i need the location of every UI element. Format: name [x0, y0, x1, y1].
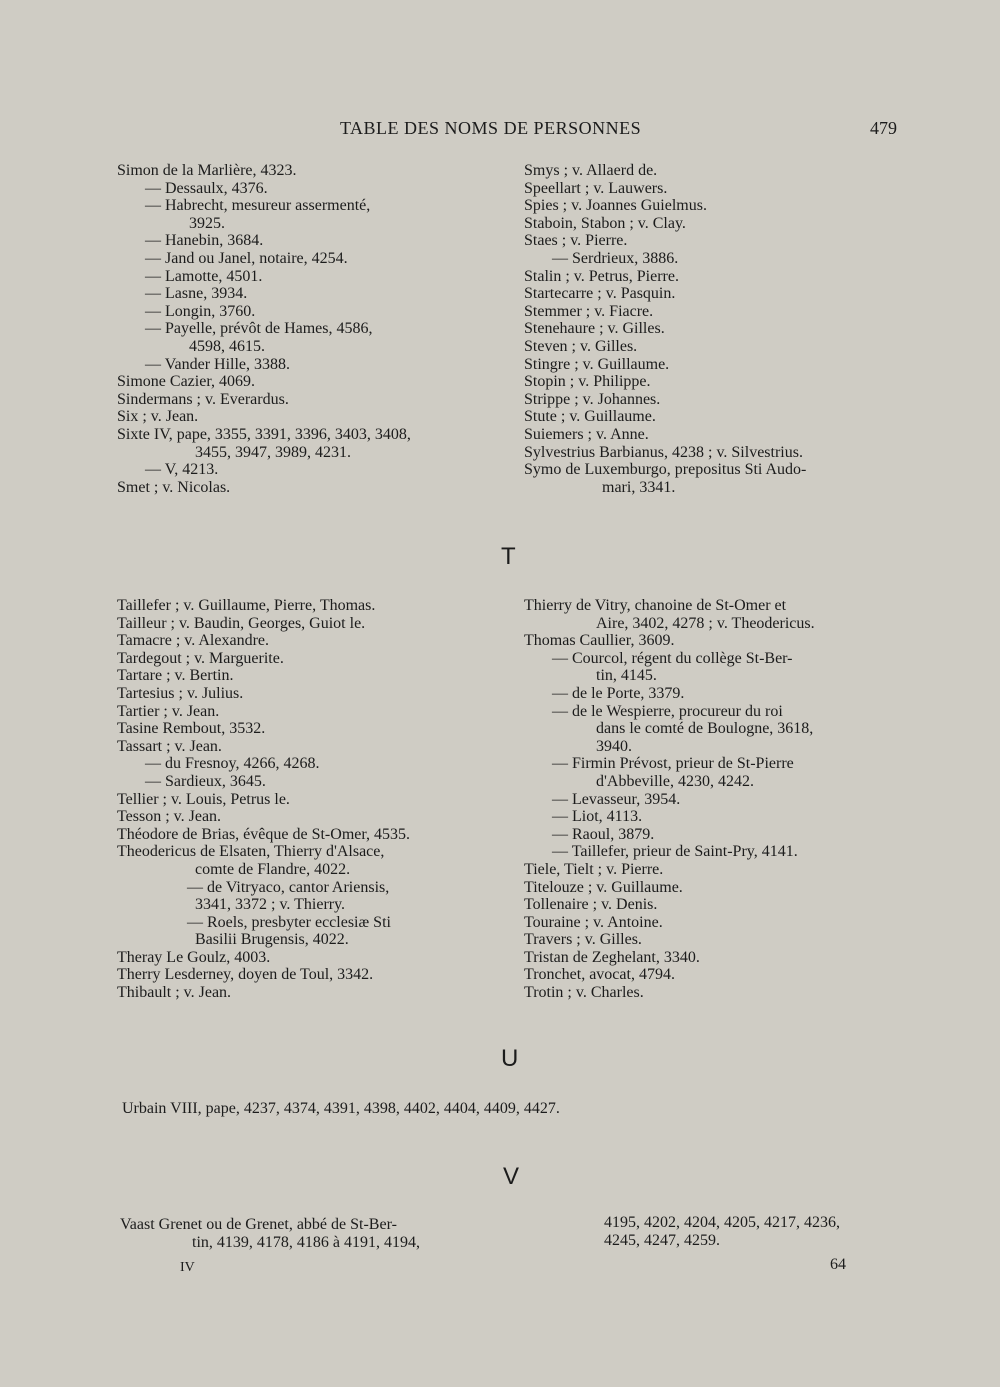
index-line: Tardegout ; v. Marguerite. [117, 649, 284, 667]
index-line: — Longin, 3760. [145, 302, 256, 320]
index-line: Theodericus de Elsaten, Thierry d'Alsace, [117, 843, 385, 861]
index-line: 3341, 3372 ; v. Thierry. [195, 896, 346, 914]
index-line: — Serdrieux, 3886. [552, 249, 679, 267]
index-line: mari, 3341. [602, 478, 676, 496]
index-line: — Lamotte, 4501. [145, 267, 263, 285]
section-letter-u: U [501, 1045, 519, 1072]
index-line: Speellart ; v. Lauwers. [524, 179, 668, 197]
index-line: Simon de la Marlière, 4323. [117, 162, 297, 179]
index-line: — Vander Hille, 3388. [145, 355, 291, 373]
s-left-column [117, 162, 501, 496]
index-line: 3455, 3947, 3989, 4231. [195, 443, 351, 461]
index-line: Sindermans ; v. Everardus. [117, 390, 289, 408]
index-line: Staboin, Stabon ; v. Clay. [524, 214, 686, 232]
index-line: Tiele, Tielt ; v. Pierre. [524, 860, 664, 878]
index-line: — V, 4213. [145, 461, 219, 479]
index-line: Smet ; v. Nicolas. [117, 478, 231, 496]
page-number: 479 [870, 118, 897, 138]
index-line: 4245, 4247, 4259. [604, 1231, 720, 1249]
index-line: comte de Flandre, 4022. [195, 860, 351, 878]
index-line: — Jand ou Janel, notaire, 4254. [145, 249, 348, 267]
index-line: Trotin ; v. Charles. [524, 984, 644, 1002]
index-line: Sixte IV, pape, 3355, 3391, 3396, 3403, 3408, [117, 425, 411, 443]
index-line: Stute ; v. Guillaume. [524, 408, 656, 426]
index-line: Steven ; v. Gilles. [524, 337, 638, 355]
index-line: Tassart ; v. Jean. [117, 737, 222, 755]
index-line: — du Fresnoy, 4266, 4268. [145, 755, 320, 773]
index-line: — Levasseur, 3954. [552, 790, 681, 808]
index-line: Strippe ; v. Johannes. [524, 390, 661, 408]
index-line: Tesson ; v. Jean. [117, 808, 222, 826]
page-header [0, 118, 1000, 142]
index-line: — Firmin Prévost, prieur de St-Pierre [552, 755, 794, 773]
v-right-column [604, 1214, 934, 1249]
index-line: — Lasne, 3934. [145, 285, 248, 303]
index-line: Basilii Brugensis, 4022. [195, 931, 349, 949]
index-line: Stenehaure ; v. Gilles. [524, 320, 665, 338]
index-line: — Courcol, régent du collège St-Ber- [552, 649, 793, 667]
index-line: tin, 4139, 4178, 4186 à 4191, 4194, [192, 1233, 420, 1251]
index-line: Titelouze ; v. Guillaume. [524, 878, 683, 896]
u-entry: Urbain VIII, pape, 4237, 4374, 4391, 4398, 4402, 4404, 4409, 4427. [122, 1100, 560, 1117]
index-line: — de Vitryaco, cantor Ariensis, [187, 878, 390, 896]
t-right-column [524, 597, 908, 1002]
index-line: — Taillefer, prieur de Saint-Pry, 4141. [552, 843, 798, 861]
index-line: Stingre ; v. Guillaume. [524, 355, 670, 373]
index-line: Tartier ; v. Jean. [117, 702, 220, 720]
index-line: Théodore de Brias, évêque de St-Omer, 4535. [117, 825, 411, 843]
index-line: — Hanebin, 3684. [145, 232, 264, 250]
index-line: Thomas Caullier, 3609. [524, 632, 675, 650]
index-line: Spies ; v. Joannes Guielmus. [524, 197, 707, 215]
index-line: — Payelle, prévôt de Hames, 4586, [145, 320, 373, 338]
index-line: Sylvestrius Barbianus, 4238 ; v. Silvestrius. [524, 443, 803, 461]
index-line: — de le Wespierre, procureur du roi [552, 702, 783, 720]
index-line: — Liot, 4113. [552, 808, 643, 826]
signature-mark: IV [180, 1260, 195, 1275]
index-line: Taillefer ; v. Guillaume, Pierre, Thomas. [117, 597, 376, 614]
index-line: dans le comté de Boulogne, 3618, [596, 720, 814, 738]
index-line: Startecarre ; v. Pasquin. [524, 285, 676, 303]
index-line: — Dessaulx, 4376. [145, 179, 268, 197]
index-line: Vaast Grenet ou de Grenet, abbé de St-Ber- [120, 1216, 397, 1233]
index-line: tin, 4145. [596, 667, 657, 685]
index-line: — de le Porte, 3379. [552, 684, 685, 702]
index-line: 3925. [189, 214, 225, 232]
index-line: 4598, 4615. [189, 337, 265, 355]
index-line: Stopin ; v. Philippe. [524, 373, 651, 391]
index-line: Thierry de Vitry, chanoine de St-Omer et [524, 597, 787, 614]
section-letter-v: V [503, 1163, 520, 1190]
index-line: — Roels, presbyter ecclesiæ Sti [187, 913, 391, 931]
t-left-column [117, 597, 501, 1002]
index-line: Tartare ; v. Bertin. [117, 667, 234, 685]
running-title: TABLE DES NOMS DE PERSONNES [340, 118, 642, 138]
index-line: d'Abbeville, 4230, 4242. [596, 772, 754, 790]
index-line: Touraine ; v. Antoine. [524, 913, 663, 931]
index-line: Tasine Rembout, 3532. [117, 720, 266, 738]
index-line: Tristan de Zeghelant, 3340. [524, 948, 700, 966]
v-left-column [120, 1216, 504, 1251]
section-letter-t: T [501, 543, 516, 570]
index-line: Thibault ; v. Jean. [117, 984, 232, 1002]
index-line: Aire, 3402, 4278 ; v. Theodericus. [596, 614, 815, 632]
index-line: Symo de Luxemburgo, prepositus Sti Audo- [524, 461, 807, 479]
index-line: Staes ; v. Pierre. [524, 232, 628, 250]
index-line: Tamacre ; v. Alexandre. [117, 632, 269, 650]
sheet-number: 64 [830, 1256, 846, 1273]
index-line: — Sardieux, 3645. [145, 772, 266, 790]
index-line: — Habrecht, mesureur assermenté, [145, 197, 371, 215]
index-line: Travers ; v. Gilles. [524, 931, 642, 949]
index-line: Theray Le Goulz, 4003. [117, 948, 271, 966]
index-line: Six ; v. Jean. [117, 408, 199, 426]
index-line: Smys ; v. Allaerd de. [524, 162, 658, 179]
index-line: Suiemers ; v. Anne. [524, 425, 649, 443]
index-line: Tellier ; v. Louis, Petrus le. [117, 790, 290, 808]
index-line: 3940. [596, 737, 632, 755]
index-line: Stemmer ; v. Fiacre. [524, 302, 654, 320]
index-line: — Raoul, 3879. [552, 825, 655, 843]
index-line: Therry Lesderney, doyen de Toul, 3342. [117, 966, 374, 984]
index-line: Tronchet, avocat, 4794. [524, 966, 675, 984]
index-line: 4195, 4202, 4204, 4205, 4217, 4236, [604, 1214, 840, 1231]
index-line: Tartesius ; v. Julius. [117, 684, 244, 702]
index-line: Tollenaire ; v. Denis. [524, 896, 658, 914]
index-line: Tailleur ; v. Baudin, Georges, Guiot le. [117, 614, 366, 632]
index-line: Stalin ; v. Petrus, Pierre. [524, 267, 679, 285]
s-right-column [524, 162, 908, 496]
index-line: Simone Cazier, 4069. [117, 373, 255, 391]
